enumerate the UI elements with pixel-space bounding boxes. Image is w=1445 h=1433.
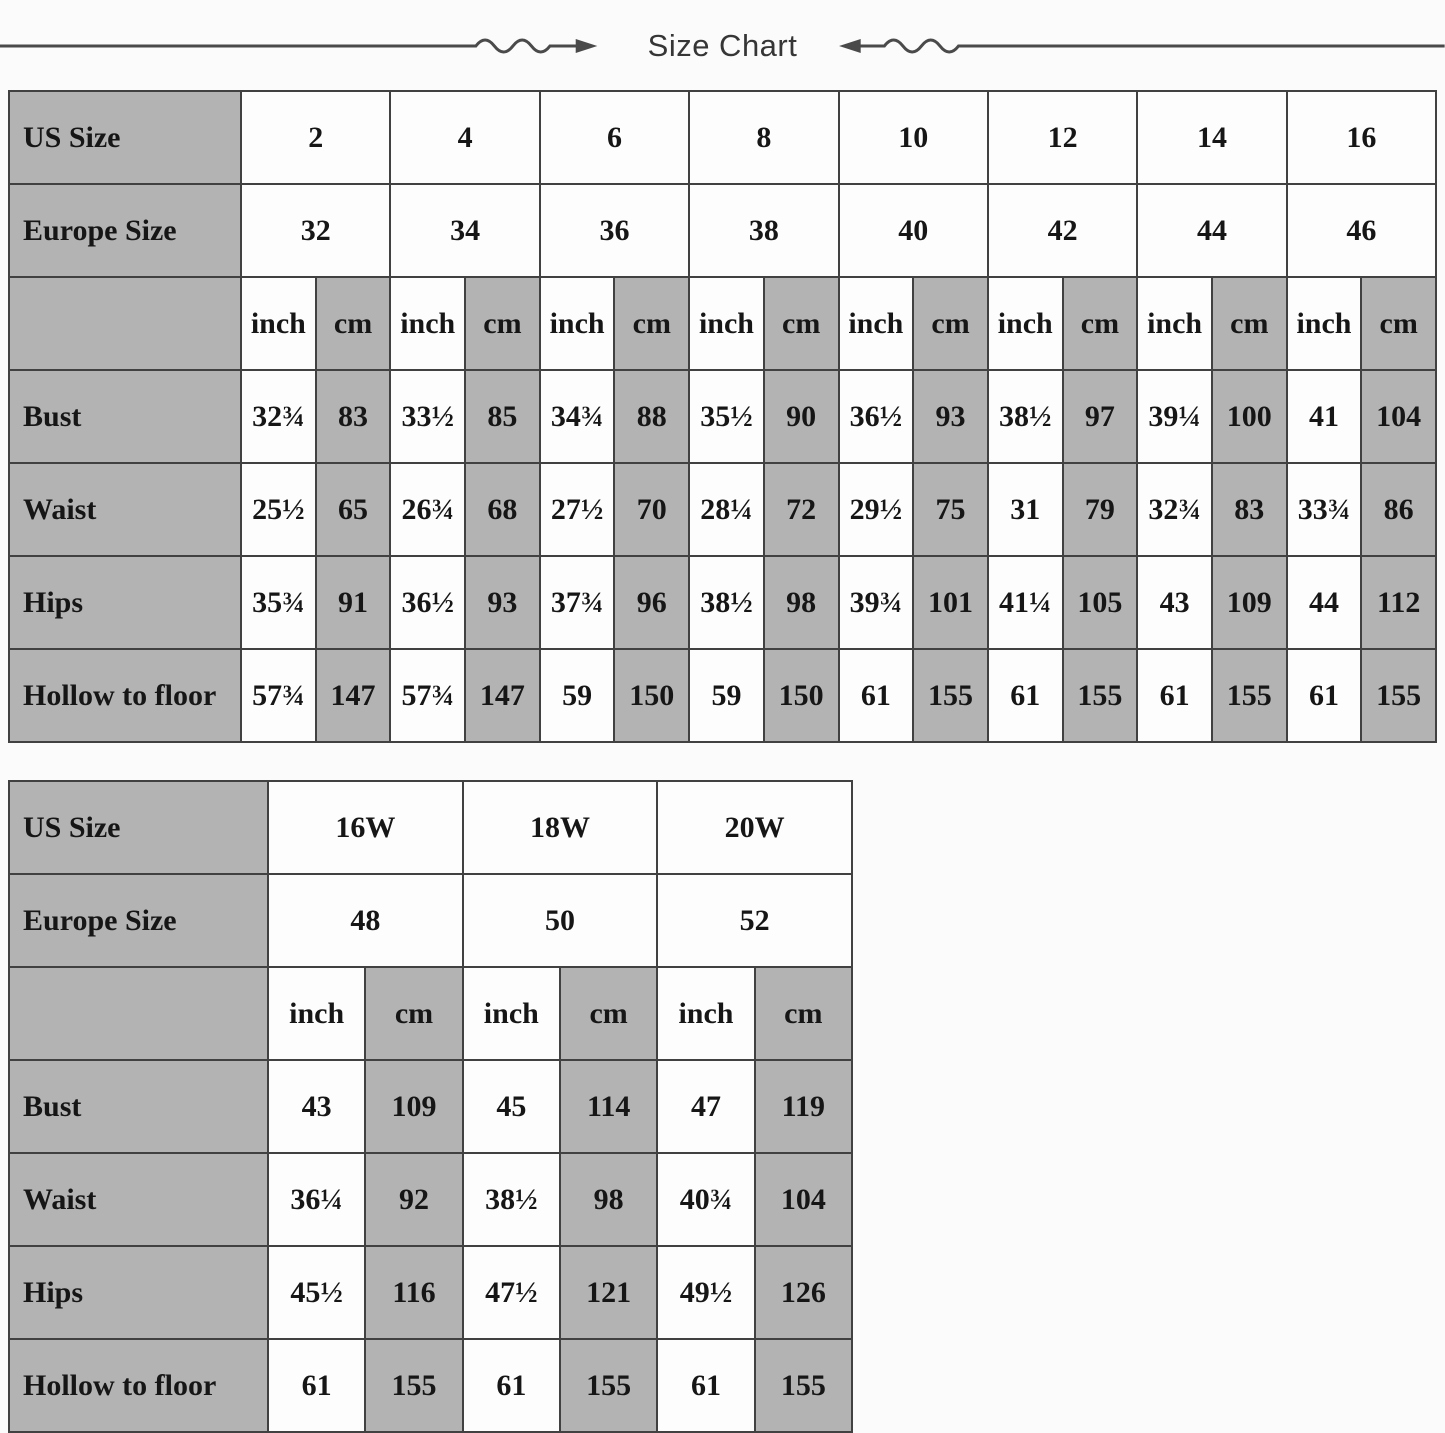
unit-cm-cell: cm: [560, 967, 657, 1060]
size-header-cell: 38: [689, 184, 838, 277]
inch-value-cell: 49½: [657, 1246, 754, 1339]
inch-value-cell: 39¼: [1137, 370, 1212, 463]
table-row: [9, 370, 1436, 463]
unit-inch-cell: inch: [1287, 277, 1362, 370]
cm-value-cell: 98: [764, 556, 839, 649]
cm-value-cell: 96: [614, 556, 689, 649]
inch-value-cell: 36¼: [268, 1153, 365, 1246]
inch-value-cell: 61: [988, 649, 1063, 742]
cm-value-cell: 116: [365, 1246, 462, 1339]
size-header-cell: 36: [540, 184, 689, 277]
cm-value-cell: 88: [614, 370, 689, 463]
table-row: [9, 649, 1436, 742]
inch-value-cell: 47: [657, 1060, 754, 1153]
inch-value-cell: 45: [463, 1060, 560, 1153]
size-header-cell: 42: [988, 184, 1137, 277]
unit-inch-cell: inch: [241, 277, 316, 370]
inch-value-cell: 29½: [839, 463, 914, 556]
inch-value-cell: 35¾: [241, 556, 316, 649]
page-title: Size Chart: [647, 28, 798, 63]
unit-cm-cell: cm: [764, 277, 839, 370]
unit-inch-cell: inch: [839, 277, 914, 370]
cm-value-cell: 104: [755, 1153, 852, 1246]
table-row: [9, 1060, 852, 1153]
cm-value-cell: 75: [913, 463, 988, 556]
unit-cm-cell: cm: [1212, 277, 1287, 370]
size-chart-table-standard: [8, 90, 1437, 743]
cm-value-cell: 101: [913, 556, 988, 649]
cm-value-cell: 155: [365, 1339, 462, 1432]
cm-value-cell: 65: [316, 463, 391, 556]
cm-value-cell: 150: [764, 649, 839, 742]
unit-inch-cell: inch: [463, 967, 560, 1060]
left-arrow-decoration-icon: [0, 33, 608, 59]
cm-value-cell: 91: [316, 556, 391, 649]
cm-value-cell: 79: [1063, 463, 1138, 556]
inch-value-cell: 61: [463, 1339, 560, 1432]
unit-inch-cell: inch: [268, 967, 365, 1060]
cm-value-cell: 147: [465, 649, 540, 742]
inch-value-cell: 36½: [390, 556, 465, 649]
cm-value-cell: 112: [1361, 556, 1436, 649]
table-row: [9, 1153, 852, 1246]
unit-inch-cell: inch: [988, 277, 1063, 370]
inch-value-cell: 28¼: [689, 463, 764, 556]
unit-cm-cell: cm: [1063, 277, 1138, 370]
table-row: [9, 967, 852, 1060]
unit-inch-cell: inch: [657, 967, 754, 1060]
inch-value-cell: 57¾: [241, 649, 316, 742]
inch-value-cell: 38½: [988, 370, 1063, 463]
table-row: [9, 91, 1436, 184]
cm-value-cell: 83: [316, 370, 391, 463]
row-label-cell: Hips: [9, 1246, 268, 1339]
inch-value-cell: 36½: [839, 370, 914, 463]
size-header-cell: 40: [839, 184, 988, 277]
inch-value-cell: 34¾: [540, 370, 615, 463]
unit-cm-cell: cm: [316, 277, 391, 370]
cm-value-cell: 155: [1361, 649, 1436, 742]
cm-value-cell: 105: [1063, 556, 1138, 649]
cm-value-cell: 68: [465, 463, 540, 556]
inch-value-cell: 41¼: [988, 556, 1063, 649]
size-header-cell: 48: [268, 874, 463, 967]
row-label-cell: Bust: [9, 370, 241, 463]
cm-value-cell: 104: [1361, 370, 1436, 463]
inch-value-cell: 33½: [390, 370, 465, 463]
cm-value-cell: 150: [614, 649, 689, 742]
table-row: [9, 781, 852, 874]
cm-value-cell: 97: [1063, 370, 1138, 463]
cm-value-cell: 121: [560, 1246, 657, 1339]
size-header-cell: 52: [657, 874, 852, 967]
inch-value-cell: 57¾: [390, 649, 465, 742]
inch-value-cell: 26¾: [390, 463, 465, 556]
inch-value-cell: 38½: [689, 556, 764, 649]
unit-inch-cell: inch: [1137, 277, 1212, 370]
inch-value-cell: 43: [268, 1060, 365, 1153]
unit-cm-cell: cm: [365, 967, 462, 1060]
cm-value-cell: 100: [1212, 370, 1287, 463]
inch-value-cell: 47½: [463, 1246, 560, 1339]
inch-value-cell: 45½: [268, 1246, 365, 1339]
unit-cm-cell: cm: [1361, 277, 1436, 370]
cm-value-cell: 85: [465, 370, 540, 463]
cm-value-cell: 155: [1212, 649, 1287, 742]
row-label-cell: US Size: [9, 781, 268, 874]
size-header-cell: 46: [1287, 184, 1436, 277]
size-header-cell: 8: [689, 91, 838, 184]
size-header-cell: 50: [463, 874, 658, 967]
cm-value-cell: 155: [560, 1339, 657, 1432]
cm-value-cell: 126: [755, 1246, 852, 1339]
cm-value-cell: 119: [755, 1060, 852, 1153]
inch-value-cell: 61: [657, 1339, 754, 1432]
cm-value-cell: 155: [913, 649, 988, 742]
cm-value-cell: 70: [614, 463, 689, 556]
inch-value-cell: 32¾: [241, 370, 316, 463]
inch-value-cell: 32¾: [1137, 463, 1212, 556]
cm-value-cell: 72: [764, 463, 839, 556]
inch-value-cell: 40¾: [657, 1153, 754, 1246]
cm-value-cell: 155: [755, 1339, 852, 1432]
table-row: [9, 874, 852, 967]
inch-value-cell: 61: [839, 649, 914, 742]
row-label-cell: Bust: [9, 1060, 268, 1153]
cm-value-cell: 109: [1212, 556, 1287, 649]
inch-value-cell: 39¾: [839, 556, 914, 649]
table-row: [9, 1246, 852, 1339]
size-header-cell: 6: [540, 91, 689, 184]
inch-value-cell: 38½: [463, 1153, 560, 1246]
inch-value-cell: 59: [689, 649, 764, 742]
cm-value-cell: 147: [316, 649, 391, 742]
inch-value-cell: 61: [1137, 649, 1212, 742]
size-header-cell: 20W: [657, 781, 852, 874]
cm-value-cell: 114: [560, 1060, 657, 1153]
row-label-cell: US Size: [9, 91, 241, 184]
inch-value-cell: 25½: [241, 463, 316, 556]
row-label-cell: Hips: [9, 556, 241, 649]
row-label-cell: Europe Size: [9, 184, 241, 277]
row-label-cell: Europe Size: [9, 874, 268, 967]
size-header-cell: 14: [1137, 91, 1286, 184]
inch-value-cell: 35½: [689, 370, 764, 463]
cm-value-cell: 83: [1212, 463, 1287, 556]
table-row: [9, 463, 1436, 556]
inch-value-cell: 37¾: [540, 556, 615, 649]
unit-inch-cell: inch: [540, 277, 615, 370]
empty-corner-cell: [9, 967, 268, 1060]
inch-value-cell: 61: [268, 1339, 365, 1432]
size-chart-table-plus: [8, 780, 853, 1433]
unit-cm-cell: cm: [465, 277, 540, 370]
unit-inch-cell: inch: [390, 277, 465, 370]
inch-value-cell: 31: [988, 463, 1063, 556]
row-label-cell: Waist: [9, 1153, 268, 1246]
cm-value-cell: 109: [365, 1060, 462, 1153]
cm-value-cell: 98: [560, 1153, 657, 1246]
inch-value-cell: 44: [1287, 556, 1362, 649]
inch-value-cell: 61: [1287, 649, 1362, 742]
inch-value-cell: 27½: [540, 463, 615, 556]
size-header-cell: 32: [241, 184, 390, 277]
size-header-cell: 18W: [463, 781, 658, 874]
empty-corner-cell: [9, 277, 241, 370]
size-header-cell: 10: [839, 91, 988, 184]
cm-value-cell: 93: [465, 556, 540, 649]
size-header-cell: 12: [988, 91, 1137, 184]
size-header-cell: 44: [1137, 184, 1286, 277]
cm-value-cell: 92: [365, 1153, 462, 1246]
table-row: [9, 184, 1436, 277]
unit-cm-cell: cm: [614, 277, 689, 370]
size-header-cell: 34: [390, 184, 539, 277]
row-label-cell: Waist: [9, 463, 241, 556]
unit-cm-cell: cm: [755, 967, 852, 1060]
size-header-cell: 16: [1287, 91, 1436, 184]
inch-value-cell: 43: [1137, 556, 1212, 649]
right-arrow-decoration-icon: [837, 33, 1445, 59]
size-header-cell: 2: [241, 91, 390, 184]
table-row: [9, 556, 1436, 649]
inch-value-cell: 41: [1287, 370, 1362, 463]
cm-value-cell: 155: [1063, 649, 1138, 742]
size-header-cell: 4: [390, 91, 539, 184]
row-label-cell: Hollow to floor: [9, 649, 241, 742]
cm-value-cell: 90: [764, 370, 839, 463]
size-chart-header: [0, 18, 1445, 74]
unit-cm-cell: cm: [913, 277, 988, 370]
inch-value-cell: 33¾: [1287, 463, 1362, 556]
inch-value-cell: 59: [540, 649, 615, 742]
cm-value-cell: 86: [1361, 463, 1436, 556]
table-row: [9, 1339, 852, 1432]
cm-value-cell: 93: [913, 370, 988, 463]
row-label-cell: Hollow to floor: [9, 1339, 268, 1432]
size-header-cell: 16W: [268, 781, 463, 874]
unit-inch-cell: inch: [689, 277, 764, 370]
table-row: [9, 277, 1436, 370]
